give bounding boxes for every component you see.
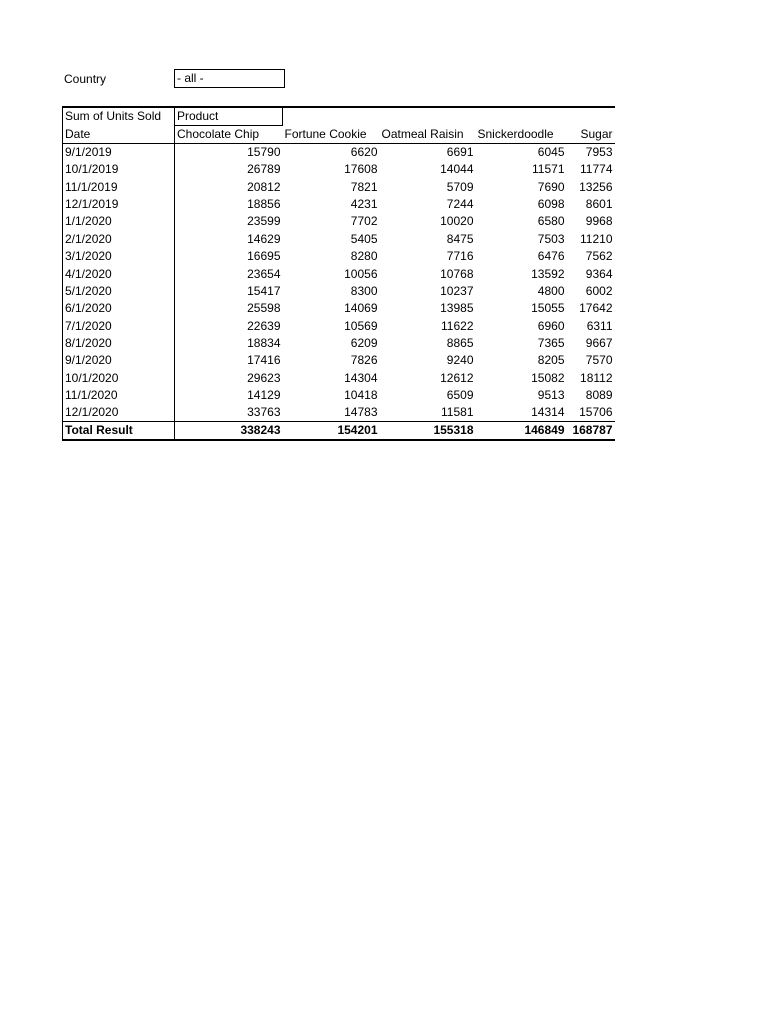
value-cell[interactable]: 6045 — [537, 145, 565, 159]
table-row — [63, 387, 615, 404]
value-cell[interactable]: 7690 — [537, 179, 565, 194]
data-field-label[interactable]: Sum of Units Sold — [63, 107, 175, 126]
value-cell[interactable]: 5709 — [446, 179, 474, 194]
value-cell[interactable]: 29623 — [247, 370, 281, 385]
row-date-cell[interactable]: 10/1/2019 — [63, 161, 175, 178]
row-field-label[interactable]: Date — [63, 126, 175, 144]
row-date-cell[interactable]: 12/1/2020 — [63, 404, 175, 422]
value-cell[interactable]: 6691 — [446, 145, 474, 159]
header-filler — [476, 107, 567, 126]
total-value-cell[interactable]: 154201 — [283, 422, 380, 441]
row-date-cell[interactable]: 1/1/2020 — [63, 213, 175, 230]
value-cell[interactable]: 10237 — [440, 283, 474, 298]
row-date-cell[interactable]: 2/1/2020 — [63, 231, 175, 248]
value-cell[interactable]: 14044 — [440, 162, 474, 177]
row-date-cell[interactable]: 7/1/2020 — [63, 318, 175, 335]
value-cell[interactable]: 17416 — [247, 353, 281, 368]
row-date-cell[interactable]: 11/1/2019 — [63, 178, 175, 195]
total-label[interactable]: Total Result — [63, 422, 175, 441]
value-cell[interactable]: 7826 — [350, 353, 378, 368]
value-cell[interactable]: 7365 — [537, 336, 565, 351]
value-cell[interactable]: 12612 — [440, 370, 474, 385]
value-cell[interactable]: 7953 — [585, 145, 613, 159]
value-cell[interactable]: 6960 — [537, 318, 565, 333]
value-cell[interactable]: 8475 — [446, 231, 474, 246]
row-date-cell[interactable]: 4/1/2020 — [63, 265, 175, 282]
table-row — [63, 144, 615, 162]
value-cell[interactable]: 11774 — [580, 162, 613, 177]
column-header[interactable]: Chocolate Chip — [175, 126, 283, 144]
value-cell[interactable]: 20812 — [247, 179, 281, 194]
value-cell[interactable]: 10056 — [344, 266, 378, 281]
pivot-header-row — [63, 107, 615, 126]
value-cell[interactable]: 5405 — [350, 231, 378, 246]
value-cell[interactable]: 8089 — [585, 388, 613, 403]
value-cell[interactable]: 15417 — [247, 283, 281, 298]
value-cell[interactable]: 6002 — [585, 283, 613, 298]
value-cell[interactable]: 14069 — [344, 301, 378, 316]
value-cell[interactable]: 18112 — [580, 370, 613, 385]
value-cell[interactable]: 16695 — [247, 249, 281, 264]
value-cell[interactable]: 10418 — [344, 388, 378, 403]
value-cell[interactable]: 22639 — [247, 318, 281, 333]
value-cell[interactable]: 9240 — [446, 353, 474, 368]
column-header[interactable]: Fortune Cookie — [283, 126, 380, 144]
value-cell[interactable]: 7570 — [585, 353, 613, 368]
total-row — [63, 422, 615, 441]
header-filler — [283, 107, 380, 126]
table-row — [63, 248, 615, 265]
value-cell[interactable]: 11210 — [580, 231, 613, 246]
value-cell[interactable]: 25598 — [247, 301, 281, 316]
value-cell[interactable]: 26789 — [247, 162, 281, 177]
row-date-cell[interactable]: 6/1/2020 — [63, 300, 175, 317]
column-header[interactable]: Snickerdoodle — [476, 126, 567, 144]
value-cell[interactable]: 13592 — [531, 266, 565, 281]
value-cell[interactable]: 8865 — [446, 336, 474, 351]
value-cell[interactable]: 10020 — [440, 214, 474, 229]
value-cell[interactable]: 10768 — [440, 266, 474, 281]
value-cell[interactable]: 6098 — [537, 196, 565, 211]
header-filler — [567, 107, 615, 126]
value-cell[interactable]: 7562 — [585, 249, 613, 264]
value-cell[interactable]: 14129 — [247, 388, 281, 403]
value-cell[interactable]: 18834 — [247, 336, 281, 351]
value-cell[interactable]: 7503 — [537, 231, 565, 246]
row-date-cell[interactable]: 8/1/2020 — [63, 335, 175, 352]
row-date-cell[interactable]: 11/1/2020 — [63, 387, 175, 404]
table-row — [63, 352, 615, 369]
value-cell[interactable]: 7702 — [350, 214, 378, 229]
column-header-row — [63, 126, 615, 144]
value-cell[interactable]: 6620 — [350, 145, 378, 159]
value-cell[interactable]: 14314 — [531, 405, 565, 420]
table-row — [63, 370, 615, 387]
value-cell[interactable]: 15706 — [579, 405, 613, 420]
row-date-cell[interactable]: 3/1/2020 — [63, 248, 175, 265]
row-date-cell[interactable]: 12/1/2019 — [63, 196, 175, 213]
row-date-cell[interactable]: 10/1/2020 — [63, 370, 175, 387]
column-header[interactable]: Sugar — [567, 126, 615, 144]
column-header[interactable]: Oatmeal Raisin — [380, 126, 476, 144]
value-cell[interactable]: 7244 — [446, 196, 474, 211]
value-cell[interactable]: 15082 — [531, 370, 565, 385]
total-value-cell[interactable]: 146849 — [476, 422, 567, 441]
table-row — [63, 300, 615, 317]
value-cell[interactable]: 17608 — [344, 162, 378, 177]
value-cell[interactable]: 14783 — [344, 405, 378, 420]
value-cell[interactable]: 8601 — [585, 196, 613, 211]
table-row — [63, 404, 615, 422]
row-date-cell[interactable]: 5/1/2020 — [63, 283, 175, 300]
table-row — [63, 213, 615, 230]
value-cell[interactable]: 8205 — [537, 353, 565, 368]
table-row — [63, 318, 615, 335]
value-cell[interactable]: 8280 — [350, 249, 378, 264]
table-row — [63, 335, 615, 352]
value-cell[interactable]: 11622 — [441, 318, 474, 333]
column-field-label[interactable]: Product — [175, 107, 283, 126]
value-cell[interactable]: 6580 — [537, 214, 565, 229]
value-cell[interactable]: 9667 — [585, 336, 613, 351]
table-row — [63, 283, 615, 300]
total-value-cell[interactable]: 155318 — [380, 422, 476, 441]
row-date-cell[interactable]: 9/1/2019 — [63, 144, 175, 162]
value-cell[interactable]: 14629 — [247, 231, 281, 246]
value-cell[interactable]: 7716 — [446, 249, 474, 264]
table-row — [63, 161, 615, 178]
value-cell[interactable]: 8300 — [350, 283, 378, 298]
value-cell[interactable]: 33763 — [247, 405, 281, 420]
table-row — [63, 196, 615, 213]
row-date-cell[interactable]: 9/1/2020 — [63, 352, 175, 369]
value-cell[interactable]: 6509 — [446, 388, 474, 403]
value-cell[interactable]: 9968 — [585, 214, 613, 229]
value-cell[interactable]: 11571 — [532, 162, 565, 177]
value-cell[interactable]: 10569 — [344, 318, 378, 333]
value-cell[interactable]: 4800 — [537, 283, 565, 298]
value-cell[interactable]: 6209 — [350, 336, 378, 351]
total-value-cell[interactable]: 338243 — [175, 422, 283, 441]
value-cell[interactable]: 11581 — [441, 405, 474, 420]
value-cell[interactable]: 23654 — [247, 266, 281, 281]
country-filter-dropdown[interactable]: - all - — [174, 69, 285, 88]
value-cell[interactable]: 23599 — [247, 214, 281, 229]
value-cell[interactable]: 13256 — [579, 179, 613, 194]
value-cell[interactable]: 6476 — [537, 249, 565, 264]
pivot-table — [62, 106, 615, 441]
table-row — [63, 231, 615, 248]
table-row — [63, 178, 615, 195]
country-filter-label: Country — [64, 72, 107, 86]
total-value-cell[interactable]: 168787 — [567, 422, 615, 441]
value-cell[interactable]: 15055 — [531, 301, 565, 316]
value-cell[interactable]: 14304 — [344, 370, 378, 385]
header-filler — [380, 107, 476, 126]
value-cell[interactable]: 6311 — [586, 318, 613, 333]
value-cell[interactable]: 15790 — [247, 145, 281, 159]
value-cell[interactable]: 9364 — [585, 266, 613, 281]
value-cell[interactable]: 18856 — [247, 196, 281, 211]
value-cell[interactable]: 9513 — [537, 388, 565, 403]
value-cell[interactable]: 17642 — [579, 301, 613, 316]
value-cell[interactable]: 4231 — [350, 196, 378, 211]
value-cell[interactable]: 7821 — [350, 179, 378, 194]
table-row — [63, 265, 615, 282]
value-cell[interactable]: 13985 — [440, 301, 474, 316]
